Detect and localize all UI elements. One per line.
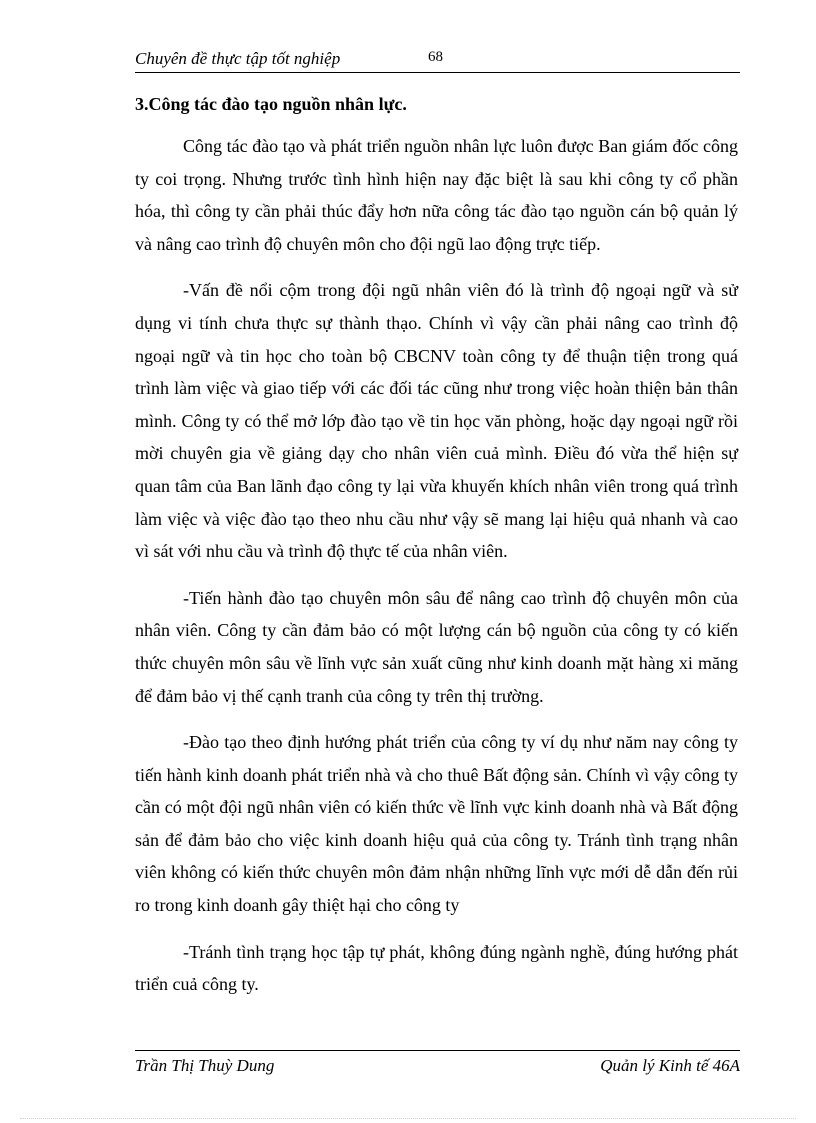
header-title: Chuyên đề thực tập tốt nghiệp xyxy=(135,49,341,68)
page-footer xyxy=(135,1050,740,1079)
page-edge-divider xyxy=(20,1118,796,1119)
page-number: 68 xyxy=(428,49,443,65)
section-heading: 3.Công tác đào tạo nguồn nhân lực. xyxy=(135,94,407,114)
footer-class: Quản lý Kinh tế 46A xyxy=(600,1056,740,1075)
paragraph-specialist-training: -Tiến hành đào tạo chuyên môn sâu để nâng cao trình độ chuyên môn của nhân viên. Công ty cần đảm bảo có một lượng cán bộ nguồn của công ty có kiến thức chuyên môn sâu về lĩnh vực sản xuất cũng như kinh doanh mặt hàng xi măng để đảm bảo vị thế cạnh tranh của công ty trên thị trường. xyxy=(135,587,738,706)
footer-author: Trần Thị Thuỳ Dung xyxy=(135,1056,275,1075)
paragraph-avoid-spontaneous-study: -Tránh tình trạng học tập tự phát, không đúng ngành nghề, đúng hướng phát triển cuả công ty. xyxy=(135,941,738,995)
paragraph-development-orientation: -Đào tạo theo định hướng phát triển của công ty ví dụ như năm nay công ty tiến hành kinh doanh phát triển nhà và cho thuê Bất động sản. Chính vì vậy công ty cần có một đội ngũ nhân viên có kiến thức về lĩnh vực kinh doanh nhà và Bất động sản để đảm bảo cho việc kinh doanh hiệu quả của công ty. Tránh tình trạng nhân viên không có kiến thức chuyên môn đảm nhận những lĩnh vực mới dễ dẫn đến rủi ro trong kinh doanh gây thiệt hại cho công ty xyxy=(135,732,738,916)
document-body xyxy=(135,88,738,1015)
paragraph-intro: Công tác đào tạo và phát triển nguồn nhân lực luôn được Ban giám đốc công ty coi trọng. Nhưng trước tình hình hiện nay đặc biệt là sau khi công ty cổ phần hóa, thì công ty cần phải thúc đẩy hơn nữa công tác đào tạo nguồn cán bộ quản lý và nâng cao trình độ chuyên môn cho đội ngũ lao động trực tiếp. xyxy=(135,136,738,254)
page-header xyxy=(135,46,740,73)
paragraph-language-it-training: -Vấn đề nổi cộm trong đội ngũ nhân viên đó là trình độ ngoại ngữ và sử dụng vi tính chưa thực sự thành thạo. Chính vì vậy cần phải nâng cao trình độ ngoại ngữ và tin học cho toàn bộ CBCNV toàn công ty để thuận tiện trong quá trình làm việc và giao tiếp với các đối tác cũng như trong việc hoàn thiện bản thân mình. Công ty có thể mở lớp đào tạo về tin học văn phòng, hoặc dạy ngoại ngữ rồi mời chuyên gia về giảng dạy cho nhân viên cuả mình. Điều đó vừa thể hiện sự quan tâm của Ban lãnh đạo công ty lại vừa khuyến khích nhân viên trong quá trình làm việc và việc đào tạo theo nhu cầu như vậy sẽ mang lại hiệu quả nhanh và cao vì sát với nhu cầu và trình độ thực tế của nhân viên. xyxy=(135,280,738,562)
